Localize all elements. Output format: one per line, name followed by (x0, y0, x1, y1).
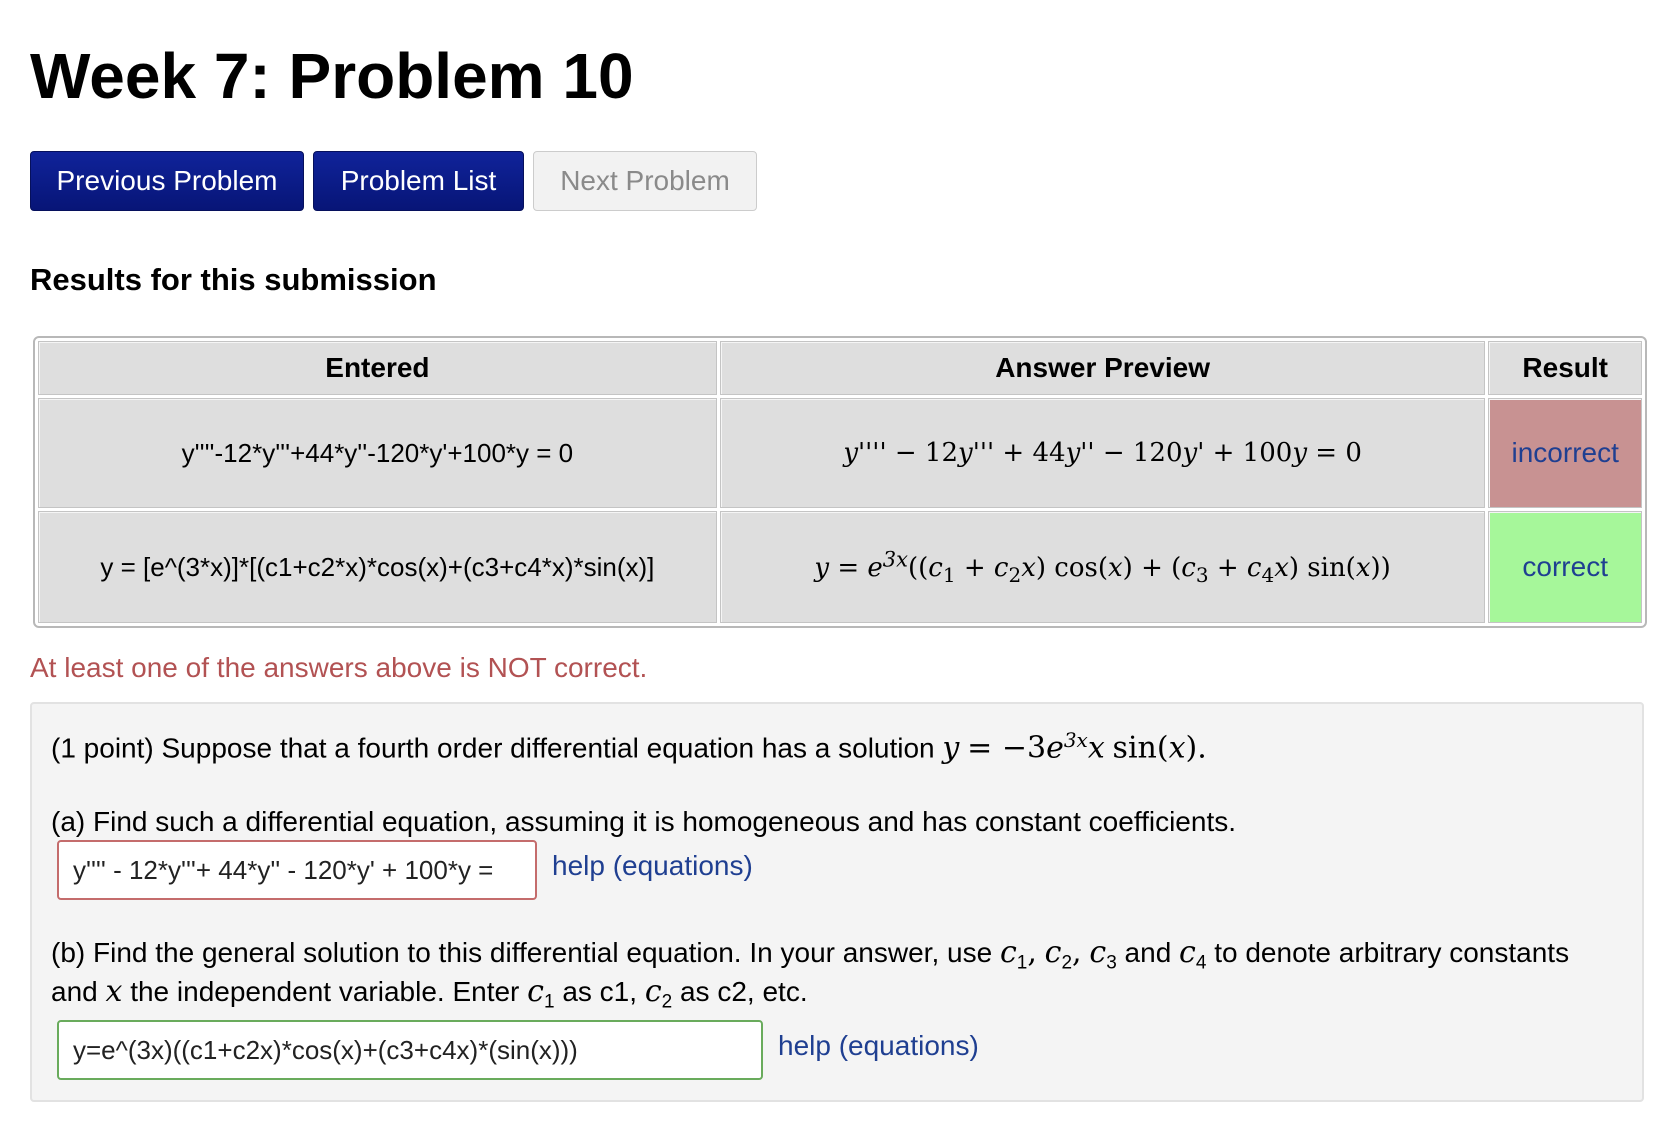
problem-statement (30, 702, 1644, 1102)
problem-list-button[interactable]: Problem List (313, 151, 524, 211)
table-row (38, 511, 1642, 623)
problem-intro-text: (1 point) Suppose that a fourth order differential equation has a solution (51, 732, 935, 764)
entered-cell: y''''-12*y'''+44*y''-120*y'+100*y = 0 (38, 398, 717, 508)
part-b-prompt-line1: (b) Find the general solution to this differential equation. In your answer, use $c_1$, $c_2$, $c_3$ and $c_4$ to denote arbitrary constants (51, 935, 1570, 974)
results-header-row (38, 341, 1642, 395)
part-a-answer-input[interactable]: y'''' - 12*y'''+ 44*y'' - 120*y' + 100*y = (57, 840, 537, 900)
entered-cell: y = [e^(3*x)]*[(c1+c2*x)*cos(x)+(c3+c4*x)*sin(x)] (38, 511, 717, 623)
part-a-prompt: (a) Find such a differential equation, assuming it is homogeneous and has constant coefficients. (51, 806, 1237, 837)
part-b-prompt-line2: and x the independent variable. Enter $c_1$ as c1, $c_2$ as c2, etc. (51, 974, 808, 1013)
part-a-help-link[interactable]: help (equations) (552, 850, 753, 881)
part-b-help-link[interactable]: help (equations) (778, 1030, 979, 1061)
result-correct-cell: correct (1488, 511, 1642, 623)
problem-nav (30, 151, 757, 211)
previous-problem-button[interactable]: Previous Problem (30, 151, 304, 211)
solution-math: y (942, 730, 960, 766)
result-incorrect-cell: incorrect (1488, 398, 1642, 508)
answer-preview-cell (720, 398, 1486, 508)
next-problem-button: Next Problem (533, 151, 757, 211)
problem-intro: (1 point) Suppose that a fourth order differential equation has a solution $y = -3e^{3x}x$ sin(x). (51, 728, 1207, 766)
incorrect-warning: At least one of the answers above is NOT correct. (30, 652, 648, 683)
part-b-answer-input[interactable]: y=e^(3x)((c1+c2x)*cos(x)+(c3+c4x)*(sin(x))) (57, 1020, 763, 1080)
header-answer-preview: Answer Preview (720, 341, 1486, 395)
header-result: Result (1488, 341, 1642, 395)
table-row (38, 398, 1642, 508)
results-heading: Results for this submission (30, 262, 437, 297)
answer-preview-math: y'''' − 12y''' + 44y'' − 120y' + 100y = 0 (843, 438, 1362, 468)
header-entered: Entered (38, 341, 717, 395)
answer-preview-cell (720, 511, 1486, 623)
page-title: Week 7: Problem 10 (30, 40, 634, 112)
answer-preview-math: $y = e^{3x}((c_1 + c_2x) \cos(x) + (c_3 + c_4x)$ sin(x)) (814, 547, 1391, 587)
results-table (33, 336, 1647, 628)
